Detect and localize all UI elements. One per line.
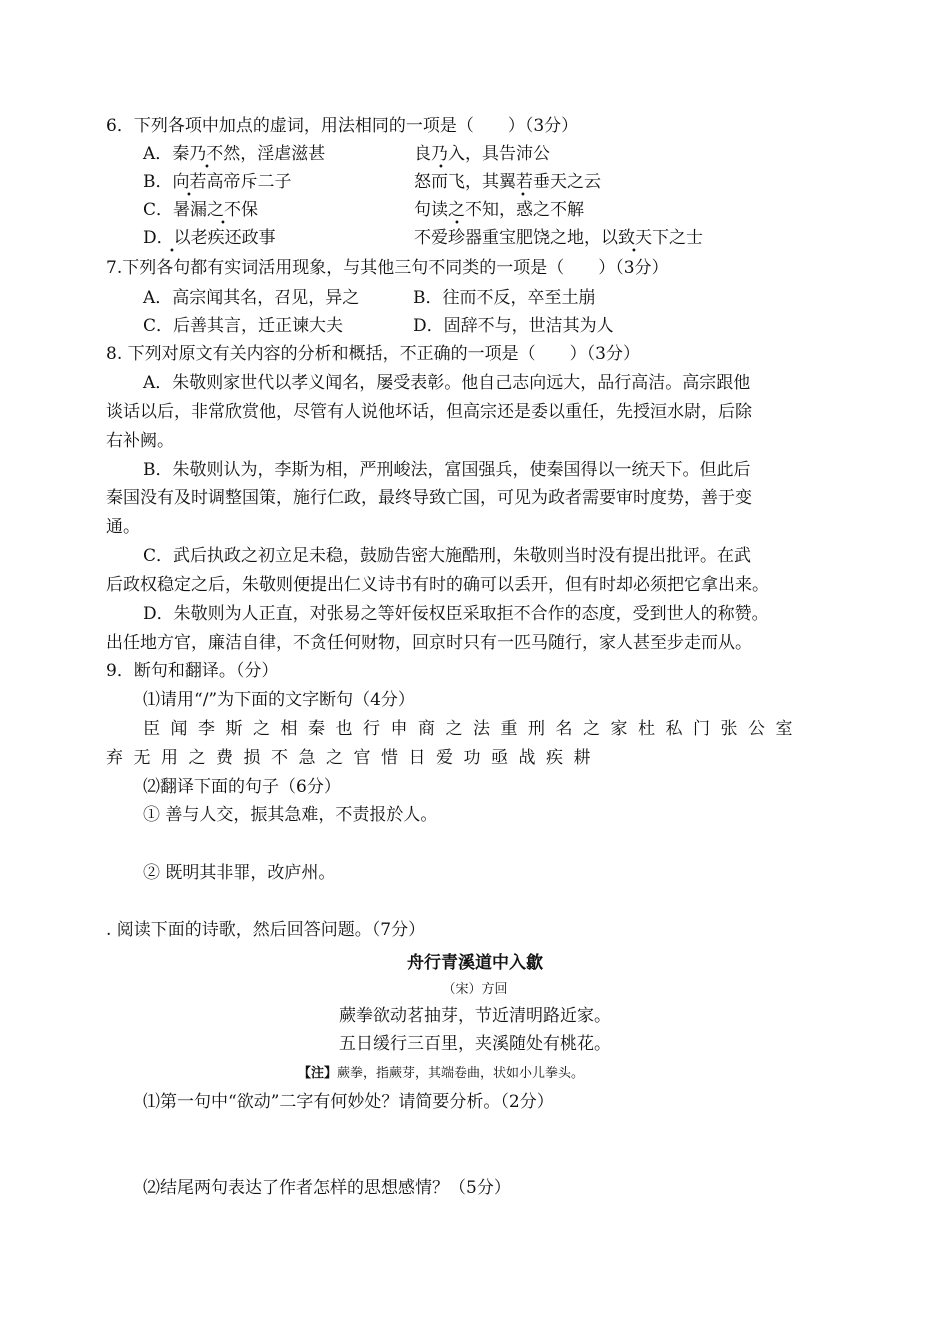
q9-punctuation-text: 臣闻李斯之相秦也行申商之法重刑名之家杜私门张公室: [143, 719, 803, 739]
q9-stem: 9．断句和翻译。（分）: [106, 661, 279, 681]
q6-option-c-right: 句读之不知，惑之不解: [414, 200, 584, 220]
q10-subquestion-1: ⑴第一句中“欲动”二字有何妙处？请简要分析。（2分）: [143, 1092, 554, 1112]
emphasis-dot: •: [631, 246, 637, 257]
q7-option-a: A．高宗闻其名，召见，异之: [143, 288, 360, 308]
poem-line-1: 蕨拳欲动茗抽芽，节近清明路近家。: [339, 1006, 611, 1026]
q7-stem: 7.下列各句都有实词活用现象，与其他三句不同类的一项是（ ）（3分）: [106, 258, 669, 278]
poem-title: 舟行青溪道中入歙: [407, 953, 543, 973]
q9-sentence-2: ② 既明其非罪，改庐州。: [143, 863, 336, 883]
q7-option-b: B．往而不反，卒至土崩: [413, 288, 596, 308]
q6-option-d-left: D．以老疾还政事: [143, 228, 276, 248]
poem-line-2: 五日缓行三百里，夹溪随处有桃花。: [339, 1034, 611, 1054]
q8-option-a-line: 右补阙。: [106, 431, 174, 451]
emphasis-dot: •: [438, 162, 444, 173]
q8-option-b-line: 秦国没有及时调整国策，施行仁政，最终导致亡国，可见为政者需要审时度势，善于变: [106, 488, 752, 508]
q6-option-a-right: 良乃入，具告沛公: [414, 144, 550, 164]
q6-option-b-right: 怒而飞，其翼若垂天之云: [414, 172, 601, 192]
q8-option-d-line: D．朱敬则为人正直，对张易之等奸佞权臣采取拒不合作的态度，受到世人的称赞。: [143, 604, 769, 624]
q6-option-b-left: B．向若高帝斥二子: [143, 172, 292, 192]
q8-option-c-line: C．武后执政之初立足未稳，鼓励告密大施酷刑，朱敬则当时没有提出批评。在武: [143, 546, 752, 566]
emphasis-dot: •: [186, 190, 192, 201]
poem-note: [298, 1062, 584, 1086]
q10-stem: . 阅读下面的诗歌，然后回答问题。（7分）: [106, 920, 426, 940]
q8-option-b-line: 通。: [106, 517, 140, 537]
q8-option-c-line: 后政权稳定之后，朱敬则便提出仁义诗书有时的确可以丢开，但有时却必须把它拿出来。: [106, 575, 769, 595]
q8-option-a-line: A．朱敬则家世代以孝义闻名，屡受表彰。他自己志向远大，品行高洁。高宗跟他: [143, 373, 751, 393]
q6-option-d-right: 不爱珍器重宝肥饶之地，以致天下之士: [414, 228, 703, 248]
q8-stem: 8. 下列对原文有关内容的分析和概括，不正确的一项是（ ）（3分）: [106, 344, 640, 364]
q8-option-a-line: 谈话以后，非常欣赏他，尽管有人说他坏话，但高宗还是委以重任，先授洹水尉，后除: [106, 402, 752, 422]
emphasis-dot: •: [520, 190, 526, 201]
poem-note-text: 蕨拳，指蕨芽，其端卷曲，状如小儿拳头。: [337, 1066, 585, 1081]
q8-option-d-line: 出任地方官，廉洁自律，不贪任何财物，回京时只有一匹马随行，家人甚至步走而从。: [106, 633, 752, 653]
q6-stem: 6．下列各项中加点的虚词，用法相同的一项是（ ）（3分）: [106, 116, 579, 136]
q8-option-b-line: B．朱敬则认为，李斯为相，严刑峻法，富国强兵，使秦国得以一统天下。但此后: [143, 460, 751, 480]
emphasis-dot: •: [204, 162, 210, 173]
q9-part1-label: ⑴请用“/”为下面的文字断句（4分）: [143, 690, 415, 710]
poem-author: （宋）方回: [442, 982, 508, 997]
q9-sentence-1: ① 善与人交，振其急难，不责报於人。: [143, 805, 438, 825]
q10-subquestion-2: ⑵结尾两句表达了作者怎样的思想感情？（5分）: [143, 1178, 511, 1198]
q6-option-a-left: A．秦乃不然，淫虐滋甚: [143, 144, 326, 164]
q9-part2-label: ⑵翻译下面的句子（6分）: [143, 777, 341, 797]
q6-option-c-left: C．暑漏之不保: [143, 200, 259, 220]
q9-punctuation-text: 弃无用之费损不急之官惜日爱功亟战疾耕: [106, 748, 601, 768]
emphasis-dot: •: [169, 246, 175, 257]
q7-option-d: D．固辞不与，世洁其为人: [413, 316, 614, 336]
poem-note-tag: 【注】: [298, 1066, 338, 1081]
emphasis-dot: •: [454, 218, 460, 229]
q7-option-c: C．后善其言，迁正谏大夫: [143, 316, 344, 336]
emphasis-dot: •: [220, 218, 226, 229]
